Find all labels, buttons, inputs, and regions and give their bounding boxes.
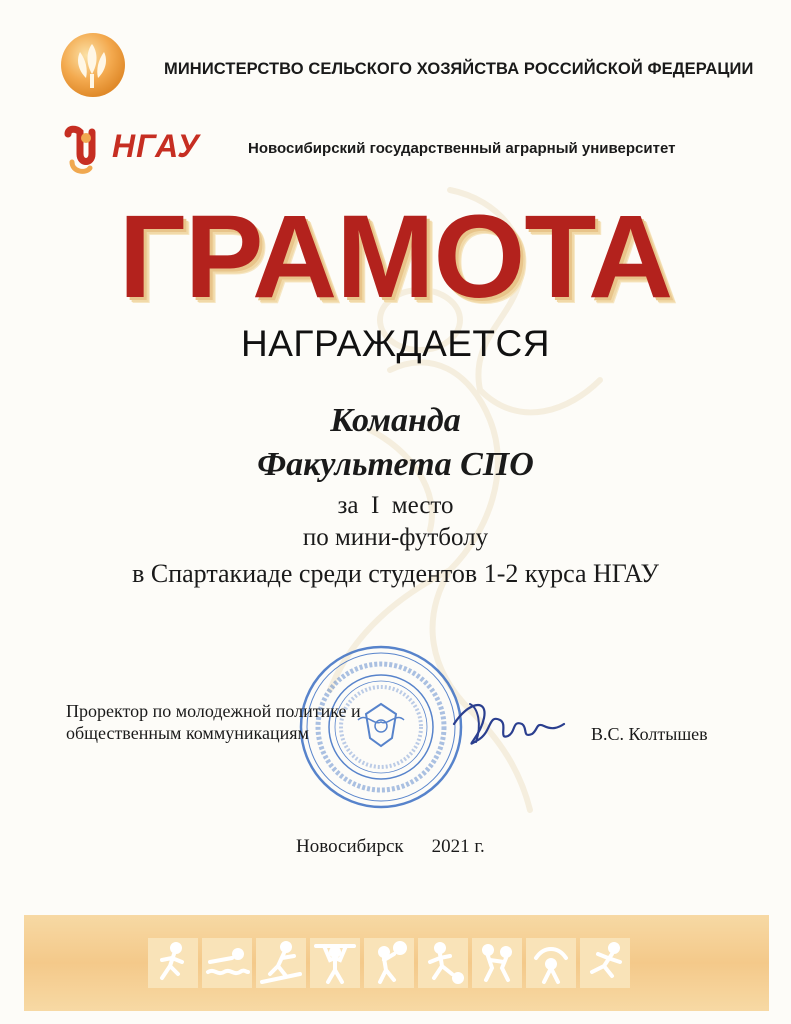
year: 2021 г. [431,836,485,857]
certificate-title: ГРАМОТА [118,191,673,323]
volleyball-icon [364,938,414,988]
sports-icons-row [148,938,630,988]
place-line: за I место [337,492,454,519]
discipline-line: по мини-футболу [302,524,489,551]
signer-role [66,700,361,744]
recipient-line-2: Факультета СПО [257,446,534,483]
skier-icon [256,938,306,988]
handwritten-signature-icon [448,694,568,760]
awarded-heading: НАГРАЖДАЕТСЯ [241,323,550,364]
ngau-logo [62,124,222,176]
signer-name: В.С. Колтышев [591,724,708,744]
signer-role-line-2: общественным коммуникациям [66,723,309,743]
swimmer-icon [202,938,252,988]
gymnast-icon [526,938,576,988]
runner-icon [148,938,198,988]
sprinter-icon [580,938,630,988]
weightlifter-icon [310,938,360,988]
university-title: Новосибирский государственный аграрный университет [248,140,676,157]
recipient-line-1: Команда [330,402,461,439]
football-icon [418,938,468,988]
wheat-emblem-icon [58,30,128,100]
signer-role-line-1: Проректор по молодежной политике и [66,701,361,721]
event-line: в Спартакиаде среди студентов 1-2 курса НГАУ [132,559,659,588]
wrestler-icon [472,938,522,988]
ngau-logo-text: НГАУ [112,128,200,164]
city-year [296,836,485,858]
city: Новосибирск [296,836,404,857]
ministry-title: МИНИСТЕРСТВО СЕЛЬСКОГО ХОЗЯЙСТВА РОССИЙСКОЙ ФЕДЕРАЦИИ [164,60,754,78]
ngau-logo-icon [62,124,108,176]
